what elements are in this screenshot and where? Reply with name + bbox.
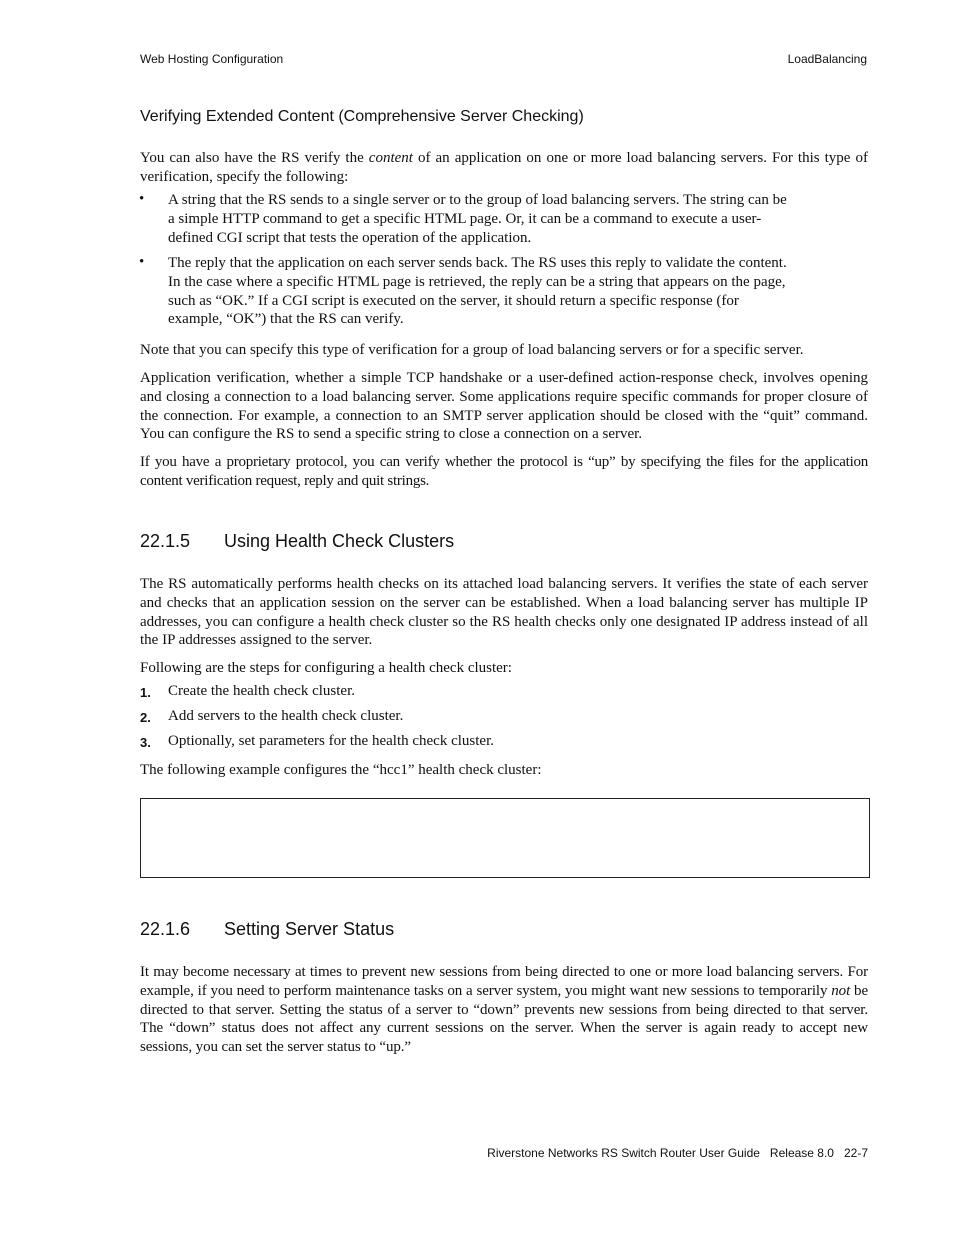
proprietary-paragraph: If you have a proprietary protocol, you can verify whether the protocol is “up” by specifying the files for the application content verification request, reply and quit strings. (140, 454, 868, 489)
example-intro: The following example configures the “hcc1” health check cluster: (140, 762, 542, 778)
running-header-right: LoadBalancing (787, 52, 867, 66)
step-text: Create the health check cluster. (168, 683, 355, 699)
emphasis-content: content (368, 150, 413, 166)
server-status-paragraph: It may become necessary at times to prevent new sessions from being directed to one or more load balancing servers. For example, if you need to perform maintenance tasks on a server system, you might want new sessions to temporarily not be directed to that server. Setting the status of a server to “down” prevents new sessions from being directed to that server. The “down” status does not affect any current sessions on the server. When the server is again ready to accept new sessions, you can set the server status to “up.” (140, 964, 869, 1056)
running-header-left: Web Hosting Configuration (140, 52, 284, 66)
app-verification-paragraph: Application verification, whether a simple TCP handshake or a user-defined action-response check, involves opening and closing a connection to a load balancing server. Some applications require specific commands for proper closure of the connection. For example, a connection to an SMTP server application should be closed with the “quit” command. You can configure the RS to send a specific string to close a connection on a server. (140, 370, 868, 443)
page-footer: Riverstone Networks RS Switch Router User Guide Release 8.0 22-7 (487, 1146, 868, 1160)
example-code-box (140, 798, 870, 878)
bullet-icon: • (139, 191, 145, 207)
step-text: Optionally, set parameters for the health check cluster. (168, 733, 494, 749)
emphasis-not: not (831, 982, 851, 999)
intro-paragraph: You can also have the RS verify the content of an application on one or more load balancing servers. For this type of verification, specify the following: (140, 150, 868, 185)
bullet-item: A string that the RS sends to a single server or to the group of load balancing servers. The string can be a simple HTTP command to get a specific HTML page. Or, it can be a command to execute a user-defined CGI script that tests the operation of the application. (168, 192, 787, 246)
bullet-icon: • (139, 254, 145, 270)
steps-intro: Following are the steps for configuring a health check cluster: (140, 660, 512, 676)
section-title: Using Health Check Clusters (224, 531, 455, 551)
section-number: 22.1.5 (140, 531, 191, 551)
health-check-paragraph: The RS automatically performs health checks on its attached load balancing servers. It verifies the state of each server and checks that an application session on the server can be established. When a load balancing server has multiple IP addresses, you can configure a health check cluster so the RS health checks only one designated IP address instead of all the IP addresses assigned to the server. (140, 576, 868, 649)
step-number: 1. (140, 685, 151, 700)
step-text: Add servers to the health check cluster. (168, 708, 404, 724)
step-number: 3. (140, 735, 151, 750)
section-title: Setting Server Status (224, 919, 395, 939)
subsection-heading: Verifying Extended Content (Comprehensive Server Checking) (140, 108, 584, 125)
section-number: 22.1.6 (140, 919, 191, 939)
step-number: 2. (140, 710, 151, 725)
bullet-item: The reply that the application on each server sends back. The RS uses this reply to validate the content. In the case where a specific HTML page is retrieved, the reply can be a string that appears on the page, such as “OK.” If a CGI script is executed on the server, it should return a specific response (for example, “OK”) that the RS can verify. (168, 255, 787, 328)
note-paragraph: Note that you can specify this type of verification for a group of load balancing servers or for a specific server. (140, 342, 804, 358)
